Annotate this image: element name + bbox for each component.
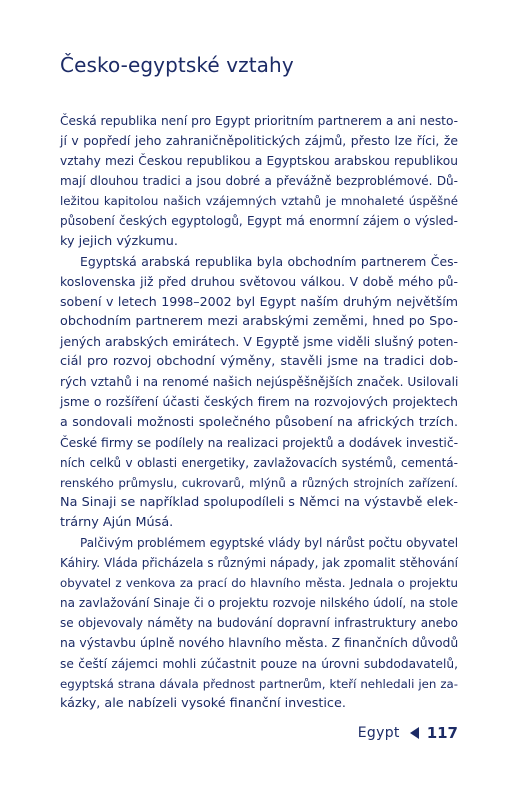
text-line: na zavlažování Sinaje či o projektu rozvoje nilského údolí, na stole xyxy=(60,596,458,611)
page-number: 117 xyxy=(426,724,458,742)
text-line: ciál pro rozvoj obchodní výměny, stavěli jsme na tradici dob- xyxy=(60,354,458,370)
text-line: ležitou kapitolou našich vzájemných vztahů je mnohaleté úspěšné xyxy=(60,194,458,209)
text-line: ních celků v oblasti energetiky, zavlažovacích systémů, cementá- xyxy=(60,455,458,470)
text-line: obchodním partnerem mezi arabskými zeměmi, hned po Spo- xyxy=(60,313,458,329)
text-line: kázky, ale nabízeli vysoké finanční investice. xyxy=(60,695,346,711)
text-line: a sondovali možnosti společného působení na afrických trzích. xyxy=(60,414,458,430)
text-line: mají dlouhou tradici a jsou dobré a převážně bezproblémové. Dů- xyxy=(60,174,458,189)
paragraph-1 xyxy=(60,111,458,252)
text-line: egyptská strana dávala přednost partnerům, kteří nehledali jen za- xyxy=(60,676,458,691)
text-line: se objevovaly náměty na budování dopravní infrastruktury anebo xyxy=(60,616,458,631)
page-body xyxy=(60,52,458,752)
text-line: Česká republika není pro Egypt prioritním partnerem a ani nesto- xyxy=(60,114,459,128)
text-line: Káhiry. Vláda přicházela s různými nápady, jak zpomalit stěhování xyxy=(60,556,458,571)
text-line: na výstavbu úplně nového hlavního města. Z finančních důvodů xyxy=(60,635,459,651)
text-line: Na Sinaji se například spolupodíleli s Němci na výstavbě elek- xyxy=(60,494,458,510)
text-line: jsme o rozšíření účasti českých firem na rozvojových projektech xyxy=(60,394,458,410)
triangle-left-icon xyxy=(410,727,419,739)
text-line: ky jejich výzkumu. xyxy=(60,233,178,249)
text-line: Palčivým problémem egyptské vlády byl nárůst počtu obyvatel xyxy=(80,535,459,550)
text-line: jí v popředí jeho zahraničněpolitických zájmů, přesto lze říci, že xyxy=(60,133,458,149)
paragraph-3 xyxy=(60,533,458,714)
text-line: trárny Ajún Músá. xyxy=(60,514,174,530)
running-head: Egypt xyxy=(357,725,400,741)
paragraph-2 xyxy=(60,252,458,533)
text-line: sobení v letech 1998–2002 byl Egypt naším druhým největším xyxy=(60,293,458,309)
text-line: vztahy mezi Českou republikou a Egyptskou arabskou republikou xyxy=(60,154,458,169)
text-line: jených arabských emirátech. V Egyptě jsme viděli slušný poten- xyxy=(60,334,458,350)
text-line: Egyptská arabská republika byla obchodním partnerem Čes- xyxy=(80,253,458,269)
chapter-heading: Česko-egyptské vztahy xyxy=(60,53,294,77)
text-line: České firmy se podílely na realizaci projektů a dodávek investič- xyxy=(60,434,459,450)
text-line: rých vztahů i na renomé našich nejúspěšnějších značek. Usilovali xyxy=(60,375,459,390)
page-footer xyxy=(358,724,458,742)
text-line: koslovenska již před druhou světovou válkou. V době mého pů- xyxy=(60,273,458,289)
text-line: se čeští zájemci mohli zúčastnit pouze na úrovni subdodavatelů, xyxy=(60,656,458,671)
text-line: obyvatel z venkova za prací do hlavního města. Jednala o projektu xyxy=(60,576,458,591)
text-line: renského průmyslu, cukrovarů, mlýnů a různých strojních zařízení. xyxy=(60,475,458,490)
text-line: působení českých egyptologů, Egypt má enormní zájem o výsled- xyxy=(60,214,458,229)
